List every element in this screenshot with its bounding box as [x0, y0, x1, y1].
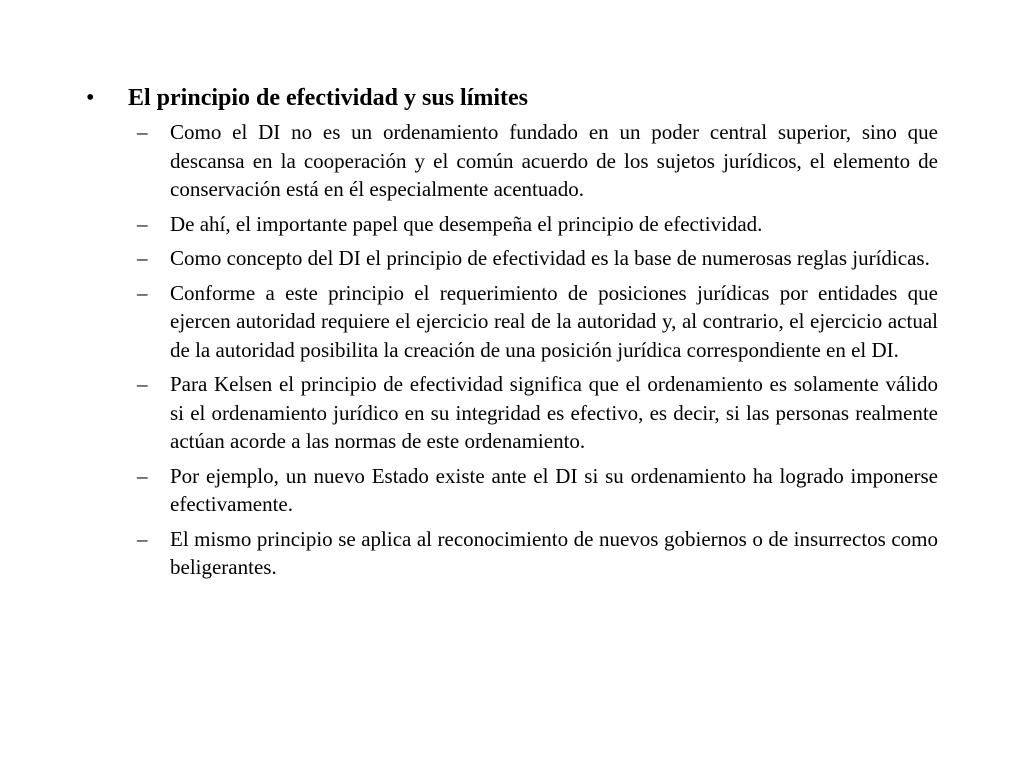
dash-icon: – — [137, 463, 148, 488]
sub-bullet-item — [137, 244, 938, 273]
slide-heading: El principio de efectividad y sus límites — [128, 85, 529, 111]
sub-bullet-item — [137, 210, 938, 239]
main-bullet — [84, 82, 944, 114]
sub-bullet-item — [137, 462, 938, 519]
bullet-icon: • — [86, 85, 95, 111]
sub-bullet-item — [137, 118, 938, 204]
sub-bullet-list — [137, 118, 938, 588]
sub-bullet-text: Como concepto del DI el principio de efectividad es la base de numerosas reglas jurídicas. — [170, 246, 930, 270]
sub-bullet-text: Conforme a este principio el requerimiento de posiciones jurídicas por entidades que ejercen autoridad requiere el ejercicio real de la autoridad y, al contrario, el ejercicio actual de la autoridad posibilita la creación de una posición jurídica correspondiente en el DI. — [170, 280, 938, 362]
dash-icon: – — [137, 280, 148, 305]
dash-icon: – — [137, 246, 148, 270]
dash-icon: – — [137, 526, 148, 551]
dash-icon: – — [137, 372, 148, 396]
sub-bullet-item — [137, 370, 938, 456]
sub-bullet-text: Para Kelsen el principio de efectividad significa que el ordenamiento es solamente válido si el ordenamiento jurídico en su integridad es efectivo, es decir, si las personas realmente actúan acorde a las normas de este ordenamiento. — [170, 372, 938, 453]
sub-bullet-text: Por ejemplo, un nuevo Estado existe ante el DI si su ordenamiento ha logrado imponerse efectivamente. — [170, 463, 938, 516]
sub-bullet-text: De ahí, el importante papel que desempeña el principio de efectividad. — [170, 211, 763, 236]
sub-bullet-text: El mismo principio se aplica al reconocimiento de nuevos gobiernos o de insurrectos como beligerantes. — [170, 526, 938, 579]
sub-bullet-item — [137, 279, 938, 365]
dash-icon: – — [137, 120, 148, 144]
dash-icon: – — [137, 211, 148, 236]
sub-bullet-item — [137, 525, 938, 582]
sub-bullet-text: Como el DI no es un ordenamiento fundado en un poder central superior, sino que descansa en la cooperación y el común acuerdo de los sujetos jurídicos, el elemento de conservación está en él especialmente acentuado. — [170, 120, 938, 201]
